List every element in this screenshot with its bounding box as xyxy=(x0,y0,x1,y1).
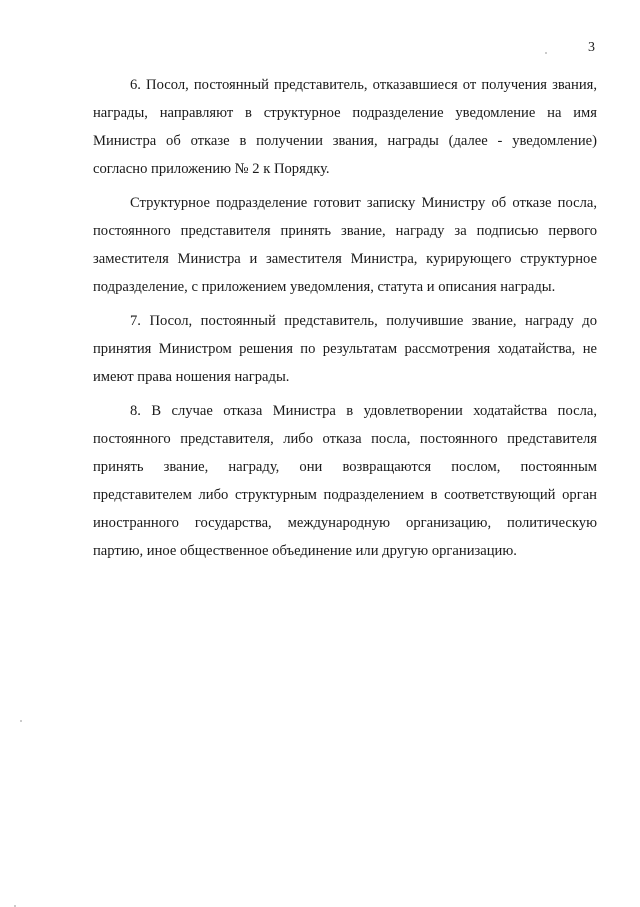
paragraph-8: 8. В случае отказа Министра в удовлетворении ходатайства посла, постоянного представителя, либо отказа посла, постоянного представителя принять звание, награду, они возвращаются послом, постоянным представителем либо структурным подразделением в соответствующий орган иностранного государства, международную организацию, политическую партию, иное общественное объединение или другую организацию. xyxy=(93,403,597,559)
document-body xyxy=(93,71,597,565)
scan-speck xyxy=(20,720,22,722)
paragraph-7: 7. Посол, постоянный представитель, получившие звание, награду до принятия Министром решения по результатам рассмотрения ходатайства, не имеют права ношения награды. xyxy=(93,313,597,385)
scan-speck xyxy=(545,52,547,54)
paragraph-6-continued: Структурное подразделение готовит записку Министру об отказе посла, постоянного представителя принять звание, награду за подписью первого заместителя Министра и заместителя Министра, курирующего структурное подразделение, с приложением уведомления, статута и описания награды. xyxy=(93,195,597,295)
paragraph-6: 6. Посол, постоянный представитель, отказавшиеся от получения звания, награды, направляют в структурное подразделение уведомление на имя Министра об отказе в получении звания, награды (далее - уведомление) согласно приложению № 2 к Порядку. xyxy=(93,77,597,177)
page-number: 3 xyxy=(588,40,595,55)
